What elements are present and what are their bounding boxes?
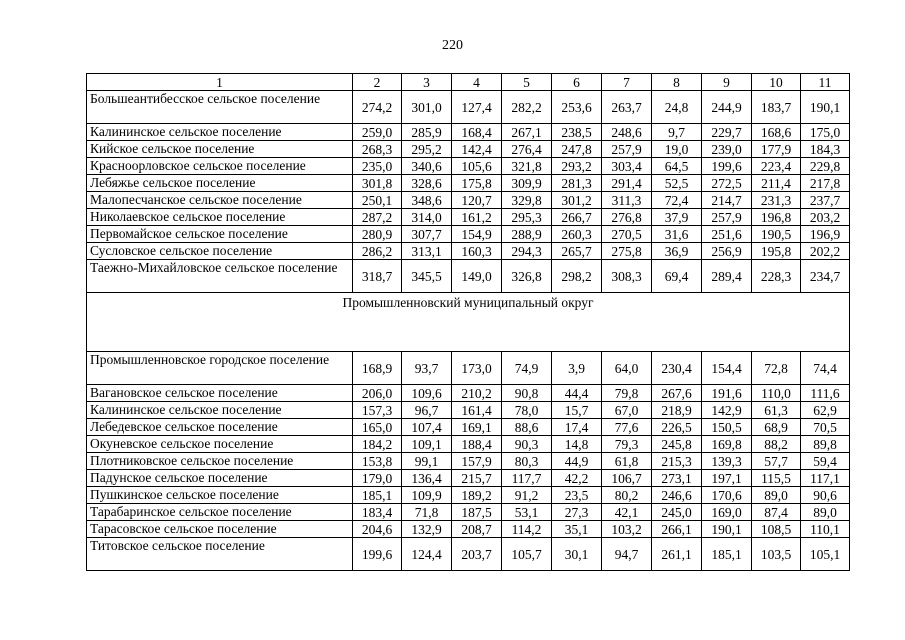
table-row: [87, 419, 850, 436]
value-cell: 238,5: [552, 124, 602, 141]
value-cell: 185,1: [353, 487, 402, 504]
value-cell: 124,4: [402, 538, 452, 571]
value-cell: 268,3: [353, 141, 402, 158]
value-cell: 108,5: [752, 521, 801, 538]
value-cell: 169,0: [702, 504, 752, 521]
value-cell: 202,2: [801, 243, 850, 260]
value-cell: 94,7: [602, 538, 652, 571]
value-cell: 235,0: [353, 158, 402, 175]
value-cell: 267,6: [652, 385, 702, 402]
value-cell: 80,2: [602, 487, 652, 504]
value-cell: 190,1: [801, 91, 850, 124]
value-cell: 61,3: [752, 402, 801, 419]
value-cell: 96,7: [402, 402, 452, 419]
value-cell: 265,7: [552, 243, 602, 260]
value-cell: 215,7: [452, 470, 502, 487]
value-cell: 230,4: [652, 352, 702, 385]
value-cell: 89,0: [801, 504, 850, 521]
value-cell: 79,8: [602, 385, 652, 402]
table-row: [87, 470, 850, 487]
settlement-name: Тарабаринское сельское поселение: [87, 504, 353, 521]
value-cell: 295,2: [402, 141, 452, 158]
value-cell: 9,7: [652, 124, 702, 141]
value-cell: 345,5: [402, 260, 452, 293]
value-cell: 210,2: [452, 385, 502, 402]
value-cell: 24,8: [652, 91, 702, 124]
settlement-name: Большеантибесское сельское поселение: [87, 91, 353, 124]
settlement-name: Тарасовское сельское поселение: [87, 521, 353, 538]
value-cell: 106,7: [602, 470, 652, 487]
value-cell: 110,0: [752, 385, 801, 402]
value-cell: 256,9: [702, 243, 752, 260]
value-cell: 67,0: [602, 402, 652, 419]
value-cell: 90,3: [502, 436, 552, 453]
table-row: [87, 504, 850, 521]
value-cell: 74,9: [502, 352, 552, 385]
value-cell: 36,9: [652, 243, 702, 260]
table-row: [87, 260, 850, 293]
value-cell: 90,8: [502, 385, 552, 402]
value-cell: 197,1: [702, 470, 752, 487]
value-cell: 251,6: [702, 226, 752, 243]
value-cell: 153,8: [353, 453, 402, 470]
settlement-name: Первомайское сельское поселение: [87, 226, 353, 243]
value-cell: 204,6: [353, 521, 402, 538]
value-cell: 237,7: [801, 192, 850, 209]
value-cell: 3,9: [552, 352, 602, 385]
value-cell: 169,1: [452, 419, 502, 436]
value-cell: 187,5: [452, 504, 502, 521]
value-cell: 261,1: [652, 538, 702, 571]
value-cell: 259,0: [353, 124, 402, 141]
value-cell: 266,7: [552, 209, 602, 226]
value-cell: 168,4: [452, 124, 502, 141]
value-cell: 190,5: [752, 226, 801, 243]
value-cell: 190,1: [702, 521, 752, 538]
table-row: [87, 402, 850, 419]
value-cell: 170,6: [702, 487, 752, 504]
value-cell: 165,0: [353, 419, 402, 436]
value-cell: 199,6: [353, 538, 402, 571]
value-cell: 318,7: [353, 260, 402, 293]
value-cell: 93,7: [402, 352, 452, 385]
table-row: [87, 243, 850, 260]
value-cell: 208,7: [452, 521, 502, 538]
settlement-name: Пушкинское сельское поселение: [87, 487, 353, 504]
value-cell: 109,1: [402, 436, 452, 453]
settlement-name: Калининское сельское поселение: [87, 402, 353, 419]
value-cell: 276,4: [502, 141, 552, 158]
value-cell: 61,8: [602, 453, 652, 470]
value-cell: 184,2: [353, 436, 402, 453]
table-row: [87, 521, 850, 538]
value-cell: 44,4: [552, 385, 602, 402]
value-cell: 117,1: [801, 470, 850, 487]
value-cell: 184,3: [801, 141, 850, 158]
value-cell: 15,7: [552, 402, 602, 419]
value-cell: 88,6: [502, 419, 552, 436]
table-row: [87, 352, 850, 385]
value-cell: 105,7: [502, 538, 552, 571]
value-cell: 150,5: [702, 419, 752, 436]
value-cell: 246,6: [652, 487, 702, 504]
value-cell: 168,9: [353, 352, 402, 385]
value-cell: 226,5: [652, 419, 702, 436]
value-cell: 257,9: [702, 209, 752, 226]
value-cell: 142,4: [452, 141, 502, 158]
value-cell: 244,9: [702, 91, 752, 124]
value-cell: 340,6: [402, 158, 452, 175]
value-cell: 105,6: [452, 158, 502, 175]
value-cell: 303,4: [602, 158, 652, 175]
value-cell: 115,5: [752, 470, 801, 487]
value-cell: 203,2: [801, 209, 850, 226]
value-cell: 257,9: [602, 141, 652, 158]
value-cell: 308,3: [602, 260, 652, 293]
value-cell: 111,6: [801, 385, 850, 402]
value-cell: 35,1: [552, 521, 602, 538]
value-cell: 139,3: [702, 453, 752, 470]
settlement-name: Малопесчанское сельское поселение: [87, 192, 353, 209]
value-cell: 88,2: [752, 436, 801, 453]
settlement-name: Калининское сельское поселение: [87, 124, 353, 141]
column-header: 11: [801, 74, 850, 91]
value-cell: 72,8: [752, 352, 801, 385]
section-title: Промышленновский муниципальный округ: [87, 293, 850, 352]
value-cell: 175,0: [801, 124, 850, 141]
settlement-name: Красноорловское сельское поселение: [87, 158, 353, 175]
column-header: 3: [402, 74, 452, 91]
value-cell: 217,8: [801, 175, 850, 192]
settlement-name: Николаевское сельское поселение: [87, 209, 353, 226]
settlement-name: Лебяжье сельское поселение: [87, 175, 353, 192]
section-row: [87, 293, 850, 352]
value-cell: 245,8: [652, 436, 702, 453]
value-cell: 289,4: [702, 260, 752, 293]
settlement-name: Падунское сельское поселение: [87, 470, 353, 487]
value-cell: 42,1: [602, 504, 652, 521]
column-header: 6: [552, 74, 602, 91]
value-cell: 87,4: [752, 504, 801, 521]
value-cell: 301,2: [552, 192, 602, 209]
value-cell: 288,9: [502, 226, 552, 243]
value-cell: 179,0: [353, 470, 402, 487]
value-cell: 57,7: [752, 453, 801, 470]
table-row: [87, 192, 850, 209]
value-cell: 44,9: [552, 453, 602, 470]
value-cell: 52,5: [652, 175, 702, 192]
value-cell: 188,4: [452, 436, 502, 453]
value-cell: 328,6: [402, 175, 452, 192]
value-cell: 215,3: [652, 453, 702, 470]
value-cell: 229,7: [702, 124, 752, 141]
settlement-name: Промышленновское городское поселение: [87, 352, 353, 385]
value-cell: 272,5: [702, 175, 752, 192]
value-cell: 183,7: [752, 91, 801, 124]
column-header: 8: [652, 74, 702, 91]
value-cell: 203,7: [452, 538, 502, 571]
table-row: [87, 538, 850, 571]
value-cell: 161,4: [452, 402, 502, 419]
value-cell: 321,8: [502, 158, 552, 175]
value-cell: 313,1: [402, 243, 452, 260]
value-cell: 266,1: [652, 521, 702, 538]
value-cell: 70,5: [801, 419, 850, 436]
value-cell: 37,9: [652, 209, 702, 226]
value-cell: 189,2: [452, 487, 502, 504]
table-row: [87, 175, 850, 192]
value-cell: 120,7: [452, 192, 502, 209]
value-cell: 62,9: [801, 402, 850, 419]
settlement-name: Титовское сельское поселение: [87, 538, 353, 571]
header-row: [87, 74, 850, 91]
value-cell: 79,3: [602, 436, 652, 453]
settlement-name: Плотниковское сельское поселение: [87, 453, 353, 470]
value-cell: 177,9: [752, 141, 801, 158]
value-cell: 27,3: [552, 504, 602, 521]
value-cell: 191,6: [702, 385, 752, 402]
value-cell: 183,4: [353, 504, 402, 521]
table-row: [87, 226, 850, 243]
value-cell: 173,0: [452, 352, 502, 385]
value-cell: 267,1: [502, 124, 552, 141]
value-cell: 142,9: [702, 402, 752, 419]
value-cell: 157,3: [353, 402, 402, 419]
value-cell: 14,8: [552, 436, 602, 453]
column-header: 2: [353, 74, 402, 91]
value-cell: 326,8: [502, 260, 552, 293]
page-number: 220: [442, 38, 463, 53]
value-cell: 114,2: [502, 521, 552, 538]
value-cell: 89,0: [752, 487, 801, 504]
column-header: 5: [502, 74, 552, 91]
value-cell: 196,9: [801, 226, 850, 243]
table-row: [87, 209, 850, 226]
value-cell: 275,8: [602, 243, 652, 260]
value-cell: 109,6: [402, 385, 452, 402]
table-row: [87, 385, 850, 402]
value-cell: 103,5: [752, 538, 801, 571]
table-row: [87, 124, 850, 141]
value-cell: 89,8: [801, 436, 850, 453]
value-cell: 80,3: [502, 453, 552, 470]
value-cell: 263,7: [602, 91, 652, 124]
value-cell: 199,6: [702, 158, 752, 175]
value-cell: 53,1: [502, 504, 552, 521]
value-cell: 72,4: [652, 192, 702, 209]
value-cell: 273,1: [652, 470, 702, 487]
value-cell: 90,6: [801, 487, 850, 504]
value-cell: 64,5: [652, 158, 702, 175]
value-cell: 160,3: [452, 243, 502, 260]
value-cell: 214,7: [702, 192, 752, 209]
value-cell: 168,6: [752, 124, 801, 141]
value-cell: 348,6: [402, 192, 452, 209]
value-cell: 260,3: [552, 226, 602, 243]
value-cell: 132,9: [402, 521, 452, 538]
value-cell: 99,1: [402, 453, 452, 470]
value-cell: 307,7: [402, 226, 452, 243]
value-cell: 109,9: [402, 487, 452, 504]
value-cell: 223,4: [752, 158, 801, 175]
value-cell: 293,2: [552, 158, 602, 175]
value-cell: 250,1: [353, 192, 402, 209]
value-cell: 206,0: [353, 385, 402, 402]
settlement-name: Вагановское сельское поселение: [87, 385, 353, 402]
value-cell: 291,4: [602, 175, 652, 192]
value-cell: 185,1: [702, 538, 752, 571]
value-cell: 276,8: [602, 209, 652, 226]
value-cell: 211,4: [752, 175, 801, 192]
value-cell: 136,4: [402, 470, 452, 487]
value-cell: 175,8: [452, 175, 502, 192]
value-cell: 71,8: [402, 504, 452, 521]
value-cell: 247,8: [552, 141, 602, 158]
value-cell: 280,9: [353, 226, 402, 243]
value-cell: 281,3: [552, 175, 602, 192]
table-row: [87, 487, 850, 504]
value-cell: 127,4: [452, 91, 502, 124]
value-cell: 23,5: [552, 487, 602, 504]
value-cell: 17,4: [552, 419, 602, 436]
value-cell: 228,3: [752, 260, 801, 293]
value-cell: 248,6: [602, 124, 652, 141]
value-cell: 287,2: [353, 209, 402, 226]
column-header: 4: [452, 74, 502, 91]
value-cell: 157,9: [452, 453, 502, 470]
table-row: [87, 436, 850, 453]
settlement-name: Лебедевское сельское поселение: [87, 419, 353, 436]
value-cell: 195,8: [752, 243, 801, 260]
value-cell: 91,2: [502, 487, 552, 504]
value-cell: 329,8: [502, 192, 552, 209]
value-cell: 301,0: [402, 91, 452, 124]
value-cell: 253,6: [552, 91, 602, 124]
table-row: [87, 141, 850, 158]
value-cell: 239,0: [702, 141, 752, 158]
value-cell: 301,8: [353, 175, 402, 192]
value-cell: 311,3: [602, 192, 652, 209]
value-cell: 78,0: [502, 402, 552, 419]
column-header: 1: [87, 74, 353, 91]
value-cell: 68,9: [752, 419, 801, 436]
table-row: [87, 158, 850, 175]
value-cell: 105,1: [801, 538, 850, 571]
value-cell: 74,4: [801, 352, 850, 385]
value-cell: 196,8: [752, 209, 801, 226]
column-header: 9: [702, 74, 752, 91]
settlement-name: Окуневское сельское поселение: [87, 436, 353, 453]
value-cell: 282,2: [502, 91, 552, 124]
settlement-name: Кийское сельское поселение: [87, 141, 353, 158]
value-cell: 285,9: [402, 124, 452, 141]
value-cell: 298,2: [552, 260, 602, 293]
value-cell: 42,2: [552, 470, 602, 487]
value-cell: 19,0: [652, 141, 702, 158]
value-cell: 31,6: [652, 226, 702, 243]
table-row: [87, 453, 850, 470]
value-cell: 77,6: [602, 419, 652, 436]
column-header: 7: [602, 74, 652, 91]
value-cell: 30,1: [552, 538, 602, 571]
value-cell: 69,4: [652, 260, 702, 293]
value-cell: 229,8: [801, 158, 850, 175]
value-cell: 231,3: [752, 192, 801, 209]
value-cell: 245,0: [652, 504, 702, 521]
value-cell: 103,2: [602, 521, 652, 538]
value-cell: 110,1: [801, 521, 850, 538]
value-cell: 154,4: [702, 352, 752, 385]
table-row: [87, 91, 850, 124]
value-cell: 295,3: [502, 209, 552, 226]
value-cell: 64,0: [602, 352, 652, 385]
value-cell: 294,3: [502, 243, 552, 260]
value-cell: 274,2: [353, 91, 402, 124]
value-cell: 169,8: [702, 436, 752, 453]
value-cell: 149,0: [452, 260, 502, 293]
settlement-name: Сусловское сельское поселение: [87, 243, 353, 260]
value-cell: 107,4: [402, 419, 452, 436]
value-cell: 59,4: [801, 453, 850, 470]
value-cell: 286,2: [353, 243, 402, 260]
value-cell: 234,7: [801, 260, 850, 293]
value-cell: 117,7: [502, 470, 552, 487]
value-cell: 218,9: [652, 402, 702, 419]
value-cell: 309,9: [502, 175, 552, 192]
value-cell: 161,2: [452, 209, 502, 226]
value-cell: 154,9: [452, 226, 502, 243]
value-cell: 270,5: [602, 226, 652, 243]
settlement-name: Таежно-Михайловское сельское поселение: [87, 260, 353, 293]
data-table: [86, 73, 850, 571]
value-cell: 314,0: [402, 209, 452, 226]
column-header: 10: [752, 74, 801, 91]
